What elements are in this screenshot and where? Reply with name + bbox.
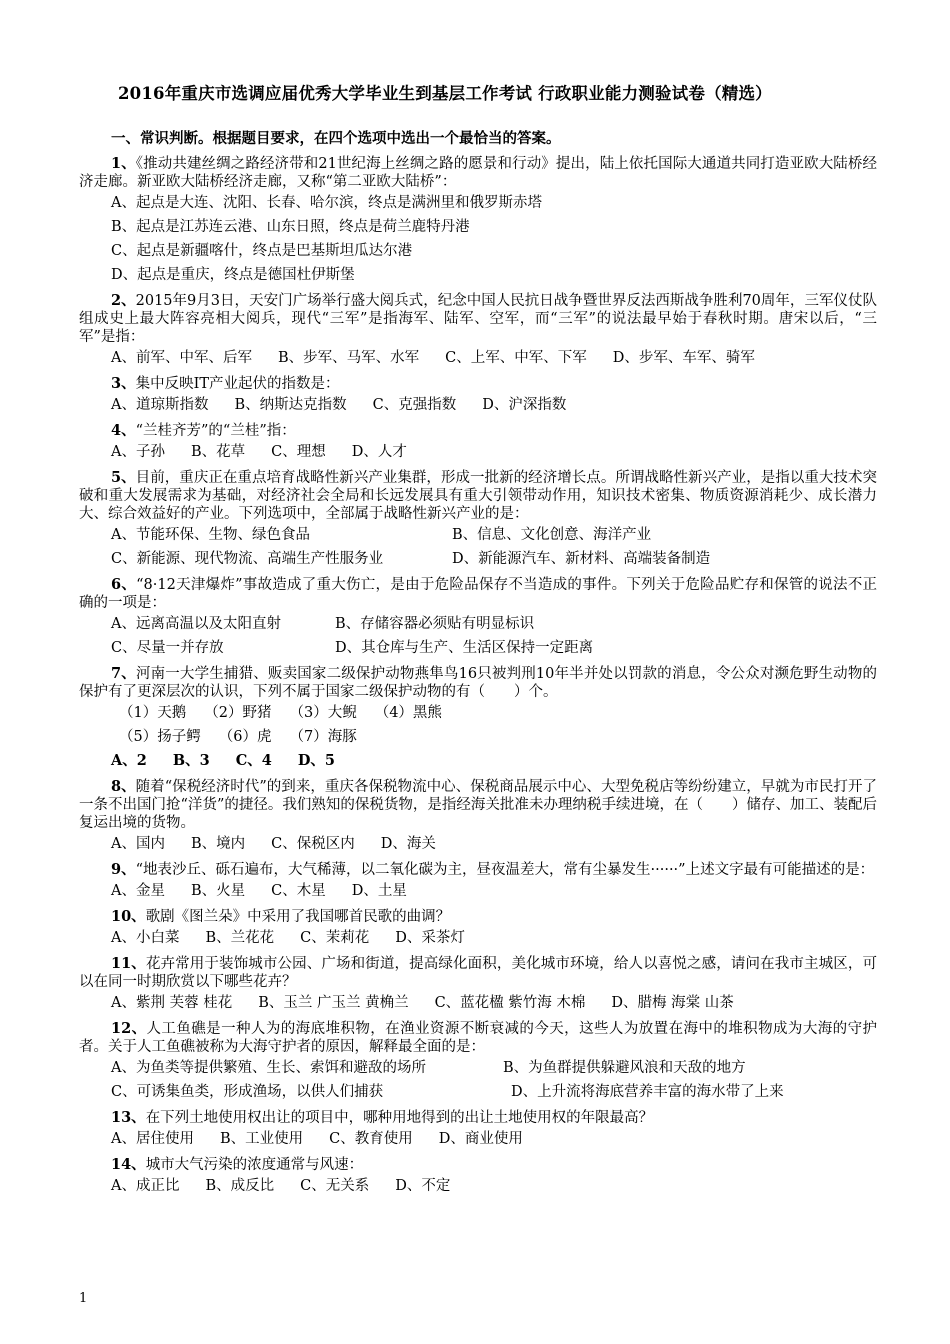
option: A、节能环保、生物、绿色食品 bbox=[111, 527, 310, 543]
options-row bbox=[111, 636, 877, 660]
animal-list bbox=[119, 725, 877, 749]
option: C、蓝花楹 紫竹海 木棉 bbox=[434, 995, 586, 1011]
exam-content bbox=[79, 120, 877, 1198]
question-13 bbox=[79, 1109, 877, 1127]
options-row bbox=[111, 879, 877, 903]
question-8 bbox=[79, 778, 877, 832]
options-row bbox=[111, 832, 877, 856]
options-row bbox=[111, 1056, 877, 1080]
question-text: 花卉常用于装饰城市公园、广场和街道，提高绿化面积，美化城市环境，给人以喜悦之感，请问在我市主城区，可以在同一时期欣赏以下哪些花卉？ bbox=[79, 956, 877, 990]
options-row bbox=[111, 991, 877, 1015]
option: D、沪深指数 bbox=[482, 397, 567, 413]
question-text: “兰桂齐芳”的“兰桂”指： bbox=[135, 423, 296, 439]
question-2 bbox=[79, 292, 877, 346]
option: D、人才 bbox=[351, 444, 407, 460]
option: B、信息、文化创意、海洋产业 bbox=[452, 527, 652, 543]
options-row bbox=[111, 1080, 877, 1104]
option: D、新能源汽车、新材料、高端装备制造 bbox=[452, 551, 711, 567]
section-heading: 一、常识判断。根据题目要求，在四个选项中选出一个最恰当的答案。 bbox=[111, 130, 561, 147]
animal-list bbox=[119, 701, 877, 725]
option: B、玉兰 广玉兰 黄桷兰 bbox=[258, 995, 409, 1011]
options-row bbox=[111, 440, 877, 464]
option: C、上军、中军、下军 bbox=[445, 350, 587, 366]
options-row bbox=[111, 1174, 877, 1198]
option: D、腊梅 海棠 山茶 bbox=[611, 995, 734, 1011]
option: C、理想 bbox=[271, 444, 326, 460]
question-number: 10、 bbox=[111, 908, 146, 925]
option: B、火星 bbox=[190, 883, 246, 899]
options-row bbox=[111, 523, 877, 547]
option: D、不定 bbox=[395, 1178, 451, 1194]
options-row bbox=[111, 926, 877, 950]
option: A、国内 bbox=[111, 836, 165, 852]
option: A、远离高温以及太阳直射 bbox=[111, 616, 281, 632]
list-item: （2）野猪 bbox=[204, 705, 272, 721]
option: B、成反比 bbox=[205, 1178, 275, 1194]
option: B、花草 bbox=[190, 444, 246, 460]
question-text: “地表沙丘、砾石遍布，大气稀薄，以二氧化碳为主，昼夜温差大，常有尘暴发生······”上述文字最有可能描述的是： bbox=[135, 862, 875, 878]
list-item: （3）大鲵 bbox=[289, 705, 357, 721]
option: B、工业使用 bbox=[219, 1131, 304, 1147]
option: A、为鱼类等提供繁殖、生长、索饵和避敌的场所 bbox=[111, 1060, 426, 1076]
option: A、金星 bbox=[111, 883, 165, 899]
option: C、茉莉花 bbox=[300, 930, 370, 946]
option: B、3 bbox=[172, 752, 210, 769]
list-item: （5）扬子鳄 bbox=[119, 729, 201, 745]
question-number: 7、 bbox=[111, 665, 136, 682]
options-row bbox=[111, 346, 877, 370]
options-row bbox=[111, 547, 877, 571]
list-item: （7）海豚 bbox=[289, 729, 357, 745]
list-item: （4）黑熊 bbox=[374, 705, 442, 721]
option: B、境内 bbox=[190, 836, 246, 852]
option: D、海关 bbox=[380, 836, 436, 852]
page-title: 2016年重庆市选调应届优秀大学毕业生到基层工作考试 行政职业能力测验试卷（精选） bbox=[118, 84, 772, 103]
option: C、无关系 bbox=[300, 1178, 370, 1194]
option: A、子孙 bbox=[111, 444, 165, 460]
option: D、土星 bbox=[351, 883, 407, 899]
question-number: 6、 bbox=[111, 576, 137, 593]
option: C、4 bbox=[235, 752, 272, 769]
question-text: 随着“保税经济时代”的到来，重庆各保税物流中心、保税商品展示中心、大型免税店等纷纷建立，早就为市民打开了一条不出国门抢“洋货”的捷径。我们熟知的保税货物，是指经海关批准未办理纳税手续进境，在（ ）储存、加工、装配后复运出境的货物。 bbox=[79, 779, 877, 831]
option: A、成正比 bbox=[111, 1178, 180, 1194]
page-number: 1 bbox=[79, 1291, 88, 1306]
question-6 bbox=[79, 576, 877, 612]
option: B、存储容器必须贴有明显标识 bbox=[335, 616, 535, 632]
option: A、道琼斯指数 bbox=[111, 397, 209, 413]
question-number: 1、 bbox=[111, 155, 136, 172]
option: C、新能源、现代物流、高端生产性服务业 bbox=[111, 551, 384, 567]
option: D、5 bbox=[297, 752, 336, 769]
question-text: 人工鱼礁是一种人为的海底堆积物，在渔业资源不断衰减的今天，这些人为放置在海中的堆积物成为大海的守护者。关于人工鱼礁被称为大海守护者的原因，解释最全面的是： bbox=[79, 1021, 877, 1055]
question-3 bbox=[79, 375, 877, 393]
question-text: 歌剧《图兰朵》中采用了我国哪首民歌的曲调？ bbox=[145, 909, 451, 925]
option: D、步军、车军、骑军 bbox=[612, 350, 755, 366]
question-text: 集中反映IT产业起伏的指数是： bbox=[135, 376, 340, 392]
question-4 bbox=[79, 422, 877, 440]
question-7 bbox=[79, 665, 877, 701]
question-14 bbox=[79, 1156, 877, 1174]
option: D、采茶灯 bbox=[395, 930, 465, 946]
option: C、保税区内 bbox=[271, 836, 355, 852]
question-12 bbox=[79, 1020, 877, 1056]
question-number: 8、 bbox=[111, 778, 136, 795]
option: C、木星 bbox=[271, 883, 326, 899]
question-number: 4、 bbox=[111, 422, 136, 439]
option: C、尽量一并存放 bbox=[111, 640, 224, 656]
option: A、居住使用 bbox=[111, 1131, 194, 1147]
options-row bbox=[111, 612, 877, 636]
options-row bbox=[111, 393, 877, 417]
options-row bbox=[111, 749, 877, 773]
option: C、克强指数 bbox=[372, 397, 457, 413]
question-text: “8·12天津爆炸”事故造成了重大伤亡，是由于危险品保存不当造成的事件。下列关于危险品贮存和保管的说法不正确的一项是： bbox=[79, 577, 878, 611]
option: A、小白菜 bbox=[111, 930, 180, 946]
option: D、上升流将海底营养丰富的海水带了上来 bbox=[511, 1084, 784, 1100]
question-number: 14、 bbox=[111, 1156, 146, 1173]
option: C、起点是新疆喀什，终点是巴基斯坦瓜达尔港 bbox=[111, 243, 413, 259]
question-number: 13、 bbox=[111, 1109, 146, 1126]
option: A、前军、中军、后军 bbox=[111, 350, 252, 366]
option: D、起点是重庆，终点是德国杜伊斯堡 bbox=[111, 267, 355, 283]
option: B、为鱼群提供躲避风浪和天敌的地方 bbox=[503, 1060, 746, 1076]
question-text: 河南一大学生捕猎、贩卖国家二级保护动物燕隼鸟16只被判刑10年半并处以罚款的消息，令公众对濒危野生动物的保护有了更深层次的认识，下列不属于国家二级保护动物的有（ ）个。 bbox=[79, 666, 878, 700]
option: A、紫荆 芙蓉 桂花 bbox=[111, 995, 233, 1011]
question-number: 11、 bbox=[111, 955, 146, 972]
question-11 bbox=[79, 955, 877, 991]
question-number: 12、 bbox=[111, 1020, 147, 1037]
option: D、其仓库与生产、生活区保持一定距离 bbox=[335, 640, 594, 656]
question-5 bbox=[79, 469, 877, 523]
question-number: 3、 bbox=[111, 375, 136, 392]
option: A、起点是大连、沈阳、长春、哈尔滨，终点是满洲里和俄罗斯赤塔 bbox=[111, 195, 542, 211]
option: D、商业使用 bbox=[438, 1131, 523, 1147]
question-10 bbox=[79, 908, 877, 926]
question-number: 2、 bbox=[111, 292, 136, 309]
option: A、2 bbox=[111, 752, 147, 769]
option: B、起点是江苏连云港、山东日照，终点是荷兰鹿特丹港 bbox=[111, 219, 470, 235]
option: C、可诱集鱼类，形成渔场，以供人们捕获 bbox=[111, 1084, 384, 1100]
question-text: 目前，重庆正在重点培育战略性新兴产业集群，形成一批新的经济增长点。所谓战略性新兴产业，是指以重大技术突破和重大发展需求为基础，对经济社会全局和长远发展具有重大引领带动作用，知识技术密集、物质资源消耗少、成长潜力大、综合效益好的产业。下列选项中，全部属于战略性新兴产业的是： bbox=[79, 470, 878, 522]
question-text: 城市大气污染的浓度通常与风速： bbox=[145, 1157, 364, 1173]
question-9 bbox=[79, 861, 877, 879]
question-number: 5、 bbox=[111, 469, 136, 486]
question-number: 9、 bbox=[111, 861, 136, 878]
question-text: 在下列土地使用权出让的项目中，哪种用地得到的出让土地使用权的年限最高？ bbox=[145, 1110, 654, 1126]
question-text: 2015年9月3日，天安门广场举行盛大阅兵式，纪念中国人民抗日战争暨世界反法西斯战争胜利70周年，三军仪仗队组成史上最大阵容亮相大阅兵，现代“三军”是指海军、陆军、空军，而“三军”的说法最早始于春秋时期。唐宋以后，“三军”是指： bbox=[79, 293, 877, 345]
options-row bbox=[111, 1127, 877, 1151]
question-text: 《推动共建丝绸之路经济带和21世纪海上丝绸之路的愿景和行动》提出，陆上依托国际大通道共同打造亚欧大陆桥经济走廊。新亚欧大陆桥经济走廊，又称“第二亚欧大陆桥”： bbox=[79, 156, 877, 190]
list-item: （1）天鹅 bbox=[119, 705, 187, 721]
option: B、兰花花 bbox=[205, 930, 275, 946]
question-1 bbox=[79, 155, 877, 191]
option: B、纳斯达克指数 bbox=[234, 397, 347, 413]
list-item: （6）虎 bbox=[218, 729, 272, 745]
option: B、步军、马军、水军 bbox=[277, 350, 420, 366]
option: C、教育使用 bbox=[329, 1131, 413, 1147]
